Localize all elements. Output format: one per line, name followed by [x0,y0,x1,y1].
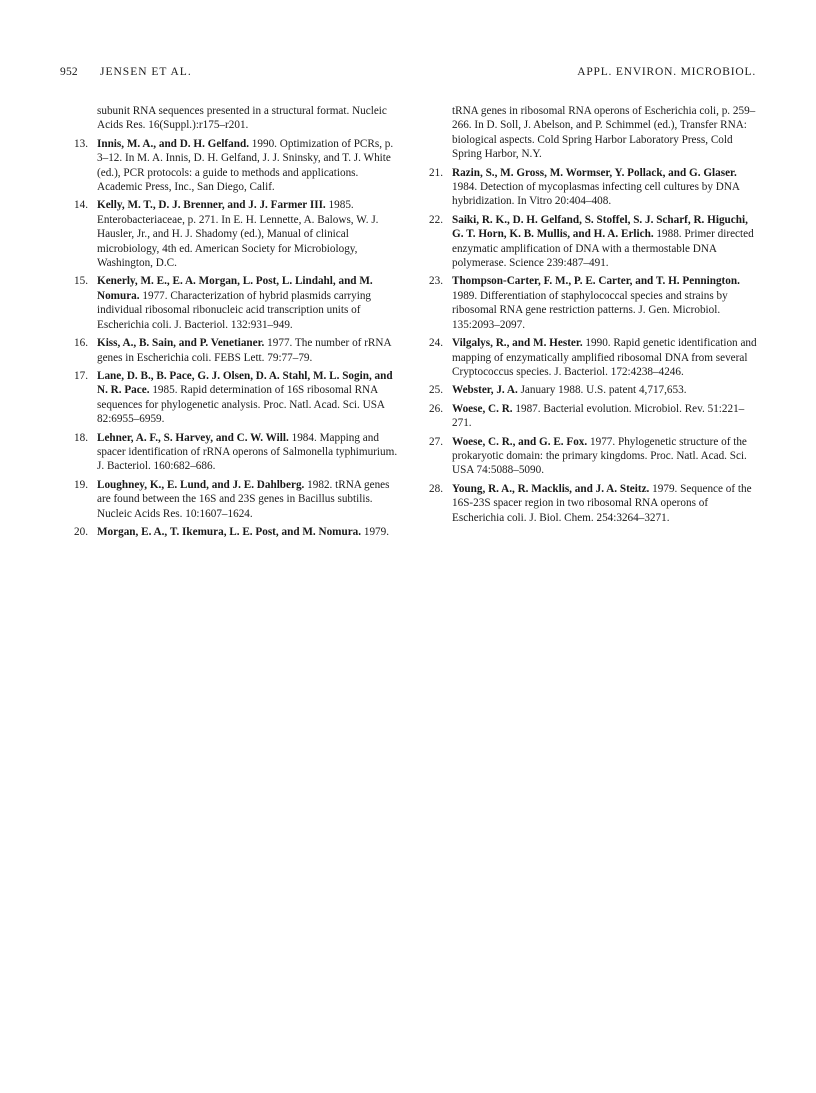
reference-details: 1989. Differentiation of staphylococcal species and strains by ribosomal RNA gene restriction patterns. J. Gen. Microbiol. 135:2093–2097. [452,289,728,331]
reference-details: 1985. Enterobacteriaceae, p. 271. In E. H. Lennette, A. Balows, W. J. Hausler, Jr., and H. J. Shadomy (ed.), Manual of clinical microbiology, 4th ed. American Society for Microbiology, Washington, D.C. [97,199,379,270]
reference-item [60,478,402,521]
reference-details: 1988. Primer directed enzymatic amplification of DNA with a thermostable DNA polymerase. Science 239:487–491. [452,228,754,270]
reference-number: 19. [74,478,88,491]
reference-number: 23. [429,275,443,288]
reference-authors: Lane, D. B., B. Pace, G. J. Olsen, D. A. Stahl, M. L. Sogin, and N. R. Pace. [97,369,393,397]
reference-details: 1977. Phylogenetic structure of the prokaryotic domain: the primary kingdoms. Proc. Natl. Acad. Sci. USA 74:5088–5090. [452,435,747,477]
reference-item [415,435,757,478]
reference-number: 20. [74,525,88,538]
reference-number: 27. [429,435,443,448]
page-number: 952 [60,66,78,78]
journal-name: APPL. ENVIRON. MICROBIOL. [577,66,756,78]
reference-details: 1984. Detection of mycoplasmas infecting cell cultures by DNA hybridization. In Vitro 20:404–408. [452,181,740,208]
reference-authors: Kelly, M. T., D. J. Brenner, and J. J. Farmer III. [97,199,326,212]
reference-authors: Lehner, A. F., S. Harvey, and C. W. Will. [97,431,289,444]
reference-number: 14. [74,199,88,212]
reference-item [60,525,402,539]
reference-details: 1979. [361,525,390,538]
reference-details: 1990. Optimization of PCRs, p. 3–12. In M. A. Innis, D. H. Gelfand, J. J. Sninsky, and T. J. White (ed.), PCR protocols: a guide to methods and applications. Academic Press, Inc., San Diego, Calif. [97,137,394,194]
reference-details: 1977. The number of rRNA genes in Escherichia coli. FEBS Lett. 79:77–79. [97,337,391,364]
reference-details: 1985. Rapid determination of 16S ribosomal RNA sequences for phylogenetic analysis. Proc. Natl. Acad. Sci. USA 82:6955–6959. [97,384,385,426]
reference-item [415,402,757,431]
reference-authors: Innis, M. A., and D. H. Gelfand. [97,137,249,150]
reference-number: 22. [429,213,443,226]
reference-item [415,274,757,332]
reference-continuation: tRNA genes in ribosomal RNA operons of Escherichia coli, p. 259–266. In D. Soll, J. Abelson, and P. Schimmel (ed.), Transfer RNA: biological aspects. Cold Spring Harbor Laboratory Press, Cold Spring Harbor, N.Y. [452,105,756,161]
reference-authors: Thompson-Carter, F. M., P. E. Carter, and T. H. Pennington. [452,275,740,288]
left-column [60,104,402,543]
reference-number: 28. [429,482,443,495]
reference-authors: Kenerly, M. E., E. A. Morgan, L. Post, L. Lindahl, and M. Nomura. [97,275,373,302]
running-header [60,66,756,84]
reference-details: January 1988. U.S. patent 4,717,653. [517,384,687,397]
reference-details: 1990. Rapid genetic identification and mapping of enzymatically amplified ribosomal DNA from several Cryptococcus species. J. Bacteriol. 172:4238–4246. [452,337,757,378]
reference-number: 25. [429,384,443,397]
reference-item [415,383,757,397]
reference-details: 1987. Bacterial evolution. Microbiol. Rev. 51:221–271. [452,402,745,430]
reference-number: 24. [429,337,443,350]
reference-details: 1984. Mapping and spacer identification of rRNA operons of Salmonella typhimurium. J. Bacteriol. 160:682–686. [97,431,398,473]
reference-item [415,166,757,209]
reference-number: 13. [74,137,88,150]
running-authors: JENSEN ET AL. [100,66,192,78]
reference-details: 1979. Sequence of the 16S-23S spacer region in two ribosomal RNA operons of Escherichia coli. J. Biol. Chem. 254:3264–3271. [452,482,752,524]
reference-authors: Saiki, R. K., D. H. Gelfand, S. Stoffel, S. J. Scharf, R. Higuchi, G. T. Horn, K. B. Mullis, and H. A. Erlich. [452,213,748,241]
reference-authors: Young, R. A., R. Macklis, and J. A. Steitz. [452,482,650,495]
reference-number: 21. [429,166,443,179]
reference-item [415,336,757,379]
reference-details: 1977. Characterization of hybrid plasmids carrying individual ribosomal ribonucleic acid transcription units of Escherichia coli. J. Bacteriol. 132:931–949. [97,289,372,331]
right-column [415,104,757,529]
reference-number: 15. [74,275,88,288]
reference-number: 17. [74,369,88,382]
reference-details: 1982. tRNA genes are found between the 16S and 23S genes in Bacillus subtilis. Nucleic Acids Res. 10:1607–1624. [97,478,390,520]
reference-authors: Vilgalys, R., and M. Hester. [452,337,583,350]
reference-authors: Kiss, A., B. Sain, and P. Venetianer. [97,337,265,350]
reference-item [415,482,757,525]
reference-continuation: subunit RNA sequences presented in a structural format. Nucleic Acids Res. 16(Suppl.):r175–r201. [97,105,387,132]
reference-authors: Webster, J. A. [452,384,518,397]
reference-authors: Woese, C. R., and G. E. Fox. [452,435,588,448]
reference-item [60,274,402,332]
reference-item [60,431,402,474]
reference-item [60,198,402,270]
reference-authors: Morgan, E. A., T. Ikemura, L. E. Post, and M. Nomura. [97,525,362,538]
reference-number: 18. [74,431,88,444]
reference-number: 16. [74,337,88,350]
reference-item [60,369,402,427]
reference-item [60,336,402,365]
reference-item [415,213,757,271]
reference-item [60,137,402,195]
reference-authors: Razin, S., M. Gross, M. Wormser, Y. Pollack, and G. Glaser. [452,166,737,179]
reference-number: 26. [429,402,443,415]
reference-authors: Loughney, K., E. Lund, and J. E. Dahlberg. [97,478,305,491]
reference-authors: Woese, C. R. [452,402,513,415]
